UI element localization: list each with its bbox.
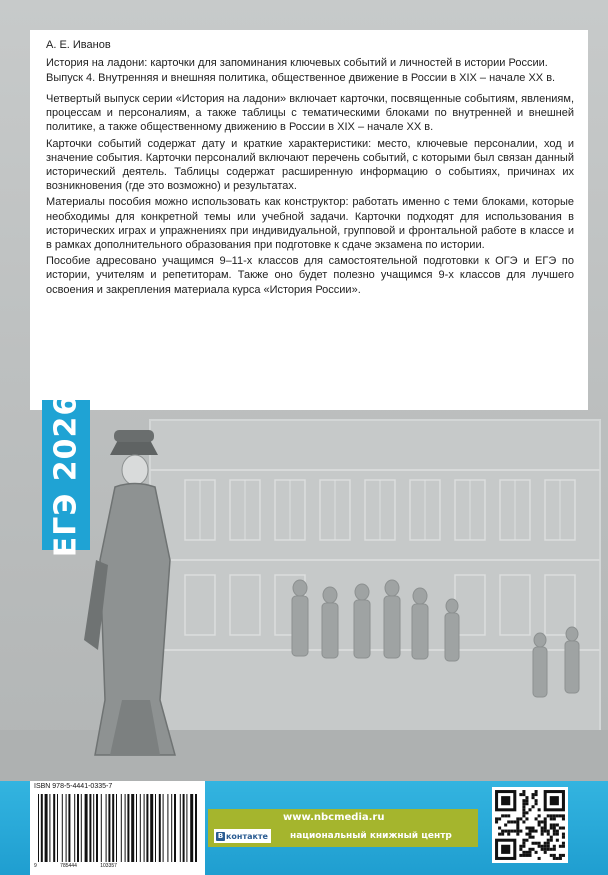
- barcode-block: [30, 781, 205, 875]
- description-paragraph: Пособие адресовано учащимся 9–11-х классов для самостоятельной подготовки к ОГЭ и ЕГЭ по истории, учителям и репетиторам. Также оно будет полезно учащимся 9-х классов для лучшего освоения и закрепления материала курса «История России».: [46, 255, 574, 296]
- description-paragraph: Карточки событий содержат дату и краткие характеристики: место, ключевые персоналии, ход и значение события. Карточки персоналий включают перечень событий, с которыми был связан данный исторический деятель. Таблицы содержат расширенную информацию о событиях, причинах их возникновения (где это возможно) и результатах.: [46, 137, 574, 193]
- exam-year-label: ЕГЭ 2026: [48, 393, 84, 557]
- publisher-banner: [208, 809, 478, 847]
- vk-logo-icon: В: [217, 831, 224, 840]
- description-panel: [30, 30, 588, 410]
- author-name: А. Е. Иванов: [46, 39, 111, 51]
- description-paragraph: Четвертый выпуск серии «История на ладони» включает карточки, посвященные событиям, явлениям, процессам и персоналиям, а также таблицы с тематическими блоками по внутренней и внешней политике, а также общественному движению в России в XIX – начале XX в.: [46, 93, 574, 134]
- description-paragraph: Материалы пособия можно использовать как конструктор: работать именно с теми блоками, которые необходимы для конкретной темы или учебной задачи. Карточки подходят для использования в исторических играх и упражнениях при индивидуальной, групповой и фронтальной работе в классе и в рамках дополнительного образования при подготовке к сдаче экзамена по истории.: [46, 196, 574, 252]
- vk-label: контакте: [226, 831, 268, 841]
- publisher-name: национальный книжный центр: [290, 831, 452, 841]
- qr-code-icon[interactable]: [492, 787, 568, 863]
- barcode-digits: 9 785444 103357: [34, 863, 117, 869]
- barcode-icon: [34, 794, 201, 862]
- website-link[interactable]: www.nbcmedia.ru: [283, 812, 385, 823]
- vk-link[interactable]: [214, 829, 271, 843]
- exam-year-band: [42, 393, 90, 557]
- isbn-number: ISBN 978-5-4441-0335-7: [34, 783, 113, 790]
- book-title: История на ладони: карточки для запоминания ключевых событий и личностей в истории России. Выпуск 4. Внутренняя и внешняя политика, общественное движение в России в XIX – начале XX в.: [46, 57, 556, 84]
